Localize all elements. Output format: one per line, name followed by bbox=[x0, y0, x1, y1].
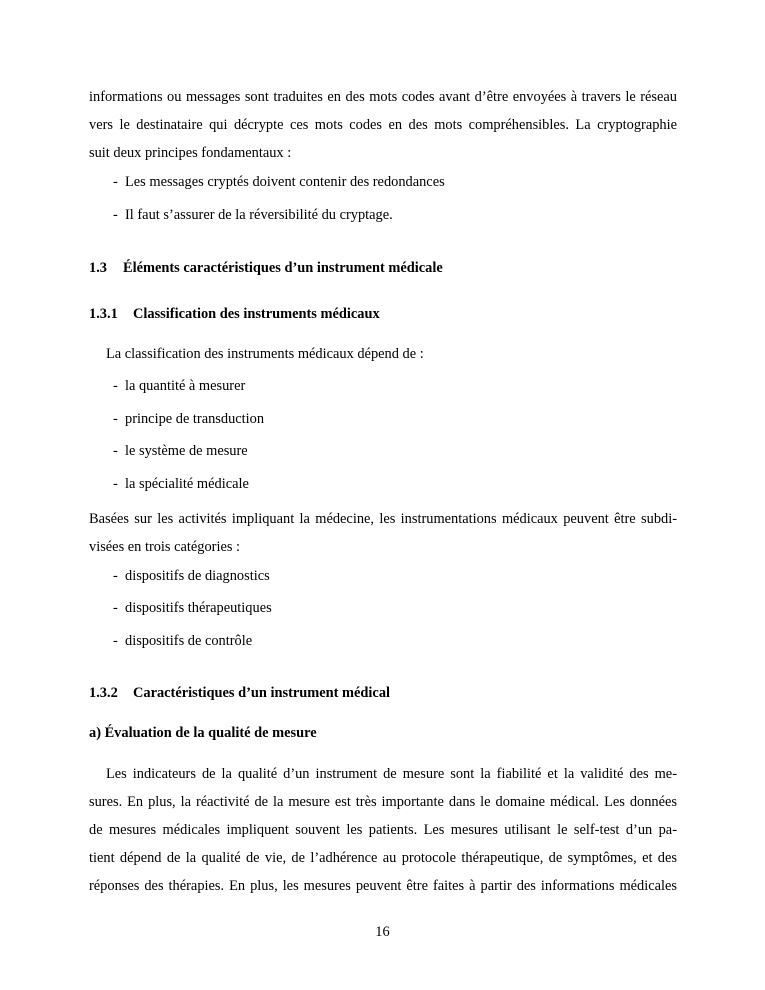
list-item-text: dispositifs de diagnostics bbox=[125, 568, 270, 584]
bullet-dash: - bbox=[113, 378, 118, 394]
text-line: Basées sur les activités impliquant la médecine, les instrumentations médicaux peuvent être subdi- bbox=[89, 511, 677, 527]
bullet-dash: - bbox=[113, 633, 118, 649]
list-item-text: le système de mesure bbox=[125, 443, 248, 459]
paragraph-measurement-quality bbox=[89, 760, 677, 900]
paragraph-heading: a) Évaluation de la qualité de mesure bbox=[89, 725, 317, 741]
classification-intro: La classification des instruments médicaux dépend de : bbox=[106, 346, 424, 362]
list-item bbox=[113, 476, 249, 493]
list-item bbox=[113, 600, 272, 617]
subsection-heading bbox=[89, 685, 390, 702]
list-item bbox=[113, 568, 270, 585]
section-number: 1.3.2 bbox=[89, 685, 118, 701]
bullet-dash: - bbox=[113, 174, 118, 190]
text-line: vers le destinataire qui décrypte ces mots codes en des mots compréhensibles. La cryptographie bbox=[89, 117, 677, 133]
section-number: 1.3 bbox=[89, 260, 107, 276]
text-line: Les indicateurs de la qualité d’un instrument de mesure sont la fiabilité et la validité des me- bbox=[106, 766, 677, 782]
text-line: de mesures médicales impliquent souvent les patients. Les mesures utilisant le self-test d’un pa- bbox=[89, 822, 677, 838]
list-item bbox=[113, 207, 393, 224]
text-line: visées en trois catégories : bbox=[89, 539, 241, 555]
list-item-text: Il faut s’assurer de la réversibilité du cryptage. bbox=[125, 207, 393, 223]
bullet-dash: - bbox=[113, 207, 118, 223]
section-title: Caractéristiques d’un instrument médical bbox=[133, 685, 391, 701]
bullet-dash: - bbox=[113, 568, 118, 584]
text-line: informations ou messages sont traduites en des mots codes avant d’être envoyées à travers le réseau bbox=[89, 89, 677, 105]
page-number: 16 bbox=[375, 924, 390, 940]
list-item bbox=[113, 443, 248, 460]
bullet-dash: - bbox=[113, 443, 118, 459]
list-item bbox=[113, 378, 245, 395]
text-line: sures. En plus, la réactivité de la mesure est très importante dans le domaine médical. Les données bbox=[89, 794, 677, 810]
subsection-heading bbox=[89, 306, 380, 323]
list-item-text: Les messages cryptés doivent contenir des redondances bbox=[125, 174, 445, 190]
section-heading bbox=[89, 260, 443, 277]
section-title: Éléments caractéristiques d’un instrument médicale bbox=[123, 260, 443, 276]
list-item bbox=[113, 174, 445, 191]
list-item-text: principe de transduction bbox=[125, 411, 265, 427]
text-line: suit deux principes fondamentaux : bbox=[89, 145, 292, 161]
bullet-dash: - bbox=[113, 600, 118, 616]
list-item-text: dispositifs de contrôle bbox=[125, 633, 253, 649]
section-number: 1.3.1 bbox=[89, 306, 118, 322]
text-line: réponses des thérapies. En plus, les mesures peuvent être faites à partir des informations médicales bbox=[89, 878, 677, 894]
bullet-dash: - bbox=[113, 476, 118, 492]
list-item-text: dispositifs thérapeutiques bbox=[125, 600, 272, 616]
list-item-text: la quantité à mesurer bbox=[125, 378, 246, 394]
paragraph-cryptography bbox=[89, 83, 677, 167]
bullet-dash: - bbox=[113, 411, 118, 427]
paragraph-categories bbox=[89, 505, 677, 561]
list-item-text: la spécialité médicale bbox=[125, 476, 249, 492]
section-title: Classification des instruments médicaux bbox=[133, 306, 380, 322]
list-item bbox=[113, 633, 252, 650]
list-item bbox=[113, 411, 264, 428]
text-line: tient dépend de la qualité de vie, de l’adhérence au protocole thérapeutique, de symptômes, et des bbox=[89, 850, 677, 866]
